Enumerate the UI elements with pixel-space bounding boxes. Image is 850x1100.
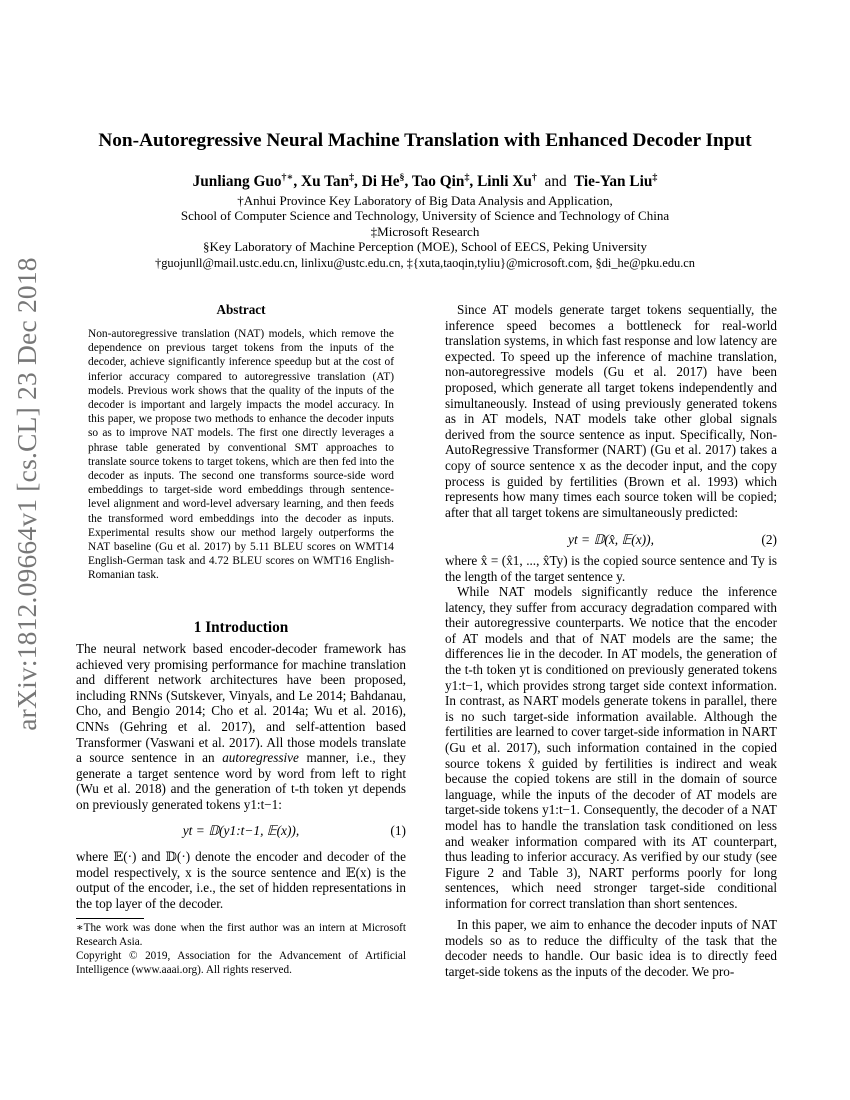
affiliation-line: School of Computer Science and Technology, University of Science and Technology of China <box>180 208 670 223</box>
author-name: Di He <box>361 173 400 190</box>
affiliation-line: §Key Laboratory of Machine Perception (MOE), School of EECS, Peking University <box>202 239 648 254</box>
intro-text: The neural network based encoder-decoder framework has achieved very promising performance for machine translation and different network architectures have been proposed, including RNNs (Sutskever, Vinyals, and Le 2014; Bahdanau, Cho, and Bengio 2014; Cho et al. 2014a; Wu et al. 2016), CNNs (Gehring et al. 2017), and self-attention based Transformer (Vaswani et al. 2017). All those models translate a source sentence in an <box>76 641 406 766</box>
intro-paragraph: where 𝔼(·) and 𝔻(·) denote the encoder and decoder of the model respectively, x is the source sentence and 𝔼(x) is the output of the encoder, i.e., the set of hidden representations in the top layer of the decoder. <box>76 849 406 911</box>
section-heading-introduction: 1 Introduction <box>193 619 289 636</box>
body-paragraph: where x̂ = (x̂1, ..., x̂Ty) is the copied source sentence and Ty is the length of the target sentence y. <box>445 553 777 584</box>
footnote: ∗The work was done when the first author was an intern at Microsoft Research Asia. <box>76 922 406 948</box>
intro-paragraph <box>76 641 406 813</box>
equation-2-number: (2) <box>761 532 777 547</box>
body-paragraph: While NAT models significantly reduce the inference latency, they suffer from accuracy degradation compared with their autoregressive counterparts. We notice that the encoder of AT models and that of NAT models are the same; the differences lie in the decoder. In AT models, the generation of the t-th token yt is conditioned on previously generated tokens y1:t−1, which provides strong target side context information. In contrast, as NART models generate tokens in parallel, there is no such target-side information available. Although the fertilities are learned to cover target-side information in NART (Gu et al. 2017), such information contained in the copied source tokens x̂ guided by fertilities is indirect and weak because the copied tokens are still in the domain of source language, while the inputs of the decoder of AT models are target-side tokens y1:t−1. Consequently, the decoder of a NAT model has to handle the translation task conditioned on less and weaker information compared with its AT counterpart, thus leading to inferior accuracy. As verified by our study (see Figure 2 and Table 3), NART performs poorly for long sentences, which need stronger target-side conditional information for correct translation than short sentences. <box>445 584 777 911</box>
footnote-rule <box>76 918 144 919</box>
author-mark: †∗ <box>281 171 294 183</box>
equation-1: yt = 𝔻(y1:t−1, 𝔼(x)), <box>182 823 300 838</box>
author-name: Tao Qin <box>411 173 465 190</box>
affiliation-line: †Anhui Province Key Laboratory of Big Data Analysis and Application, <box>237 193 613 208</box>
body-paragraph: Since AT models generate target tokens sequentially, the inference speed becomes a bottleneck for real-world translation systems, in which fast response and low latency are expected. To speed up the inference of machine translation, non-autoregressive models (Gu et al. 2017) have been proposed, which generate all target tokens independently and simultaneously. Instead of using previously generated tokens as in AT models, NAT models take other global signals derived from the source sentence as input. Specifically, Non-AutoRegressive Transformer (NART) (Gu et al. 2017) takes a copy of source sentence x as the decoder input, and the copy process is guided by fertilities (Brown et al. 1993) which represents how many times each source token will be copied; after that all target tokens are simultaneously predicted: <box>445 302 777 520</box>
author-mark: ‡ <box>464 171 470 183</box>
equation-2: yt = 𝔻(x̂, 𝔼(x)), <box>568 532 654 547</box>
author-emails: †guojunll@mail.ustc.edu.cn, linlixu@ustc.edu.cn, ‡{xuta,taoqin,tyliu}@microsoft.com, §di_he@pku.edu.cn <box>155 256 695 270</box>
author-conjunction: and <box>544 173 567 190</box>
author-name: Junliang Guo <box>192 173 282 190</box>
emphasis-autoregressive: autoregressive <box>222 750 299 766</box>
equation-1-number: (1) <box>390 823 406 838</box>
author-mark: ‡ <box>349 171 355 183</box>
arxiv-stamp: arXiv:1812.09664v1 [cs.CL] 23 Dec 2018 <box>11 257 42 731</box>
author-name: Linli Xu <box>477 173 532 190</box>
author-list: Junliang Guo†∗, Xu Tan‡, Di He§, Tao Qin‡, Linli Xu† and Tie-Yan Liu‡ <box>192 171 658 190</box>
intro-text: manner, i.e., they generate a target sentence word by word from left to right (Wu et al. 2018) and the generation of t-th token yt depends on previously generated tokens y1:t−1: <box>76 750 406 812</box>
author-mark: § <box>399 171 405 183</box>
paper-title: Non-Autoregressive Neural Machine Translation with Enhanced Decoder Input <box>98 130 752 151</box>
abstract-heading: Abstract <box>216 302 266 317</box>
author-mark: ‡ <box>652 171 658 183</box>
author-mark: † <box>531 171 537 183</box>
author-name: Tie-Yan Liu <box>574 173 653 190</box>
author-name: Xu Tan <box>301 173 350 190</box>
body-paragraph: In this paper, we aim to enhance the decoder inputs of NAT models so as to reduce the difficulty of the task that the decoder needs to handle. Our basic idea is to directly feed target-side tokens as the inputs of the decoder. We pro- <box>445 917 777 979</box>
abstract-text: Non-autoregressive translation (NAT) models, which remove the dependence on previous target tokens from the inputs of the decoder, achieve significantly inference speedup but at the cost of inferior accuracy compared to autoregressive translation (AT) models. Previous work shows that the quality of the inputs of the decoder is important and largely impacts the model accuracy. In this paper, we propose two methods to enhance the decoder inputs so as to improve NAT models. The first one directly leverages a phrase table generated by conventional SMT approaches to translate source tokens to target tokens, which are then fed into the decoder as inputs. The second one transforms source-side word embeddings to target-side word embeddings through sentence-level alignment and word-level adversary learning, and then feeds the transformed word embeddings into the decoder as inputs. Experimental results show our method largely outperforms the NAT baseline (Gu et al. 2017) by 5.11 BLEU scores on WMT14 English-German task and 4.72 BLEU scores on WMT16 English-Romanian task. <box>88 328 394 582</box>
affiliation-line: ‡Microsoft Research <box>370 224 480 239</box>
copyright-notice: Copyright © 2019, Association for the Advancement of Artificial Intelligence (www.aaai.org). All rights reserved. <box>76 950 406 976</box>
